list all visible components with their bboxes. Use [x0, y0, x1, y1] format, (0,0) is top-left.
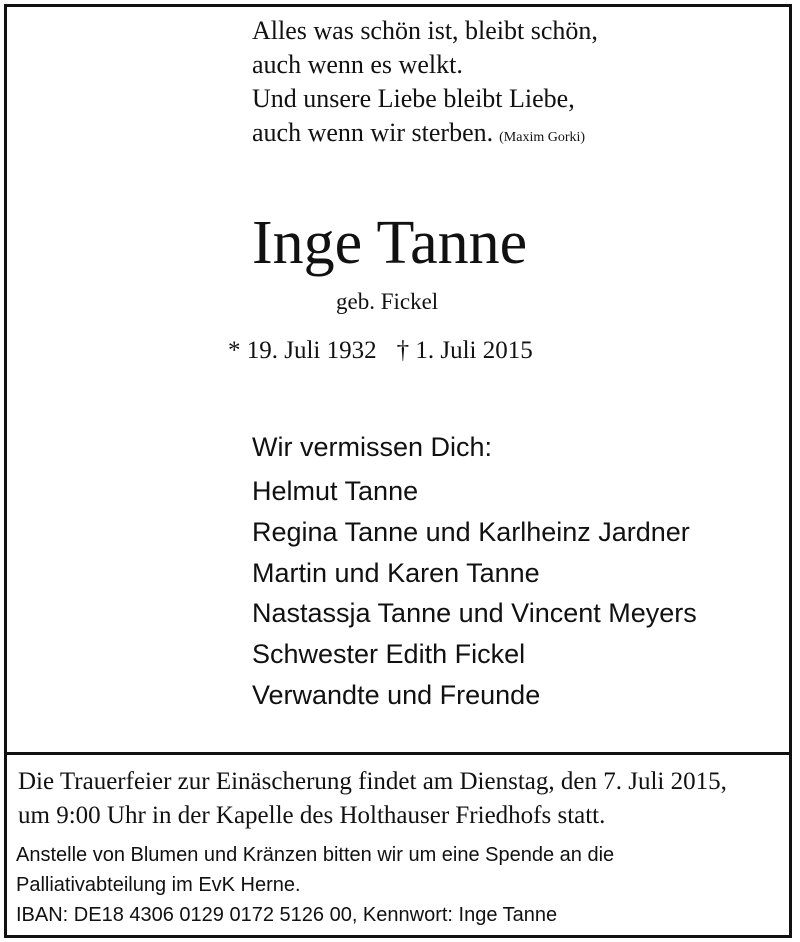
mourners-heading: Wir vermissen Dich:	[252, 432, 493, 462]
mourner-name: Helmut Tanne	[252, 476, 419, 506]
mourner-name: Nastassja Tanne und Vincent Meyers	[252, 598, 697, 628]
iban-line: IBAN: DE18 4306 0129 0172 5126 00, Kennwort: Inge Tanne	[16, 904, 558, 926]
donation-line: Anstelle von Blumen und Kränzen bitten wir um eine Spende an die	[16, 844, 615, 866]
donation-line: Palliativabteilung im EvK Herne.	[16, 874, 301, 896]
deceased-name: Inge Tanne	[252, 209, 528, 277]
service-line: um 9:00 Uhr in der Kapelle des Holthauser Friedhofs statt.	[18, 802, 606, 829]
quote-line: Alles was schön ist, bleibt schön,	[252, 16, 598, 45]
quote-attribution: (Maxim Gorki)	[499, 130, 586, 145]
quote-line: auch wenn es welkt.	[252, 50, 463, 79]
quote-line: auch wenn wir sterben.	[252, 118, 494, 147]
death-date: † 1. Juli 2015	[396, 337, 533, 364]
mourner-name: Verwandte und Freunde	[252, 680, 541, 710]
birth-date: * 19. Juli 1932	[228, 337, 377, 364]
quote-line: Und unsere Liebe bleibt Liebe,	[252, 84, 575, 113]
mourner-name: Martin und Karen Tanne	[252, 558, 540, 588]
maiden-name: geb. Fickel	[336, 289, 439, 314]
section-divider	[4, 752, 792, 755]
service-line: Die Trauerfeier zur Einäscherung findet am Dienstag, den 7. Juli 2015,	[18, 768, 727, 795]
life-dates	[228, 338, 533, 363]
mourner-name: Regina Tanne und Karlheinz Jardner	[252, 517, 690, 547]
quote-line-last	[252, 120, 585, 146]
mourner-name: Schwester Edith Fickel	[252, 639, 526, 669]
